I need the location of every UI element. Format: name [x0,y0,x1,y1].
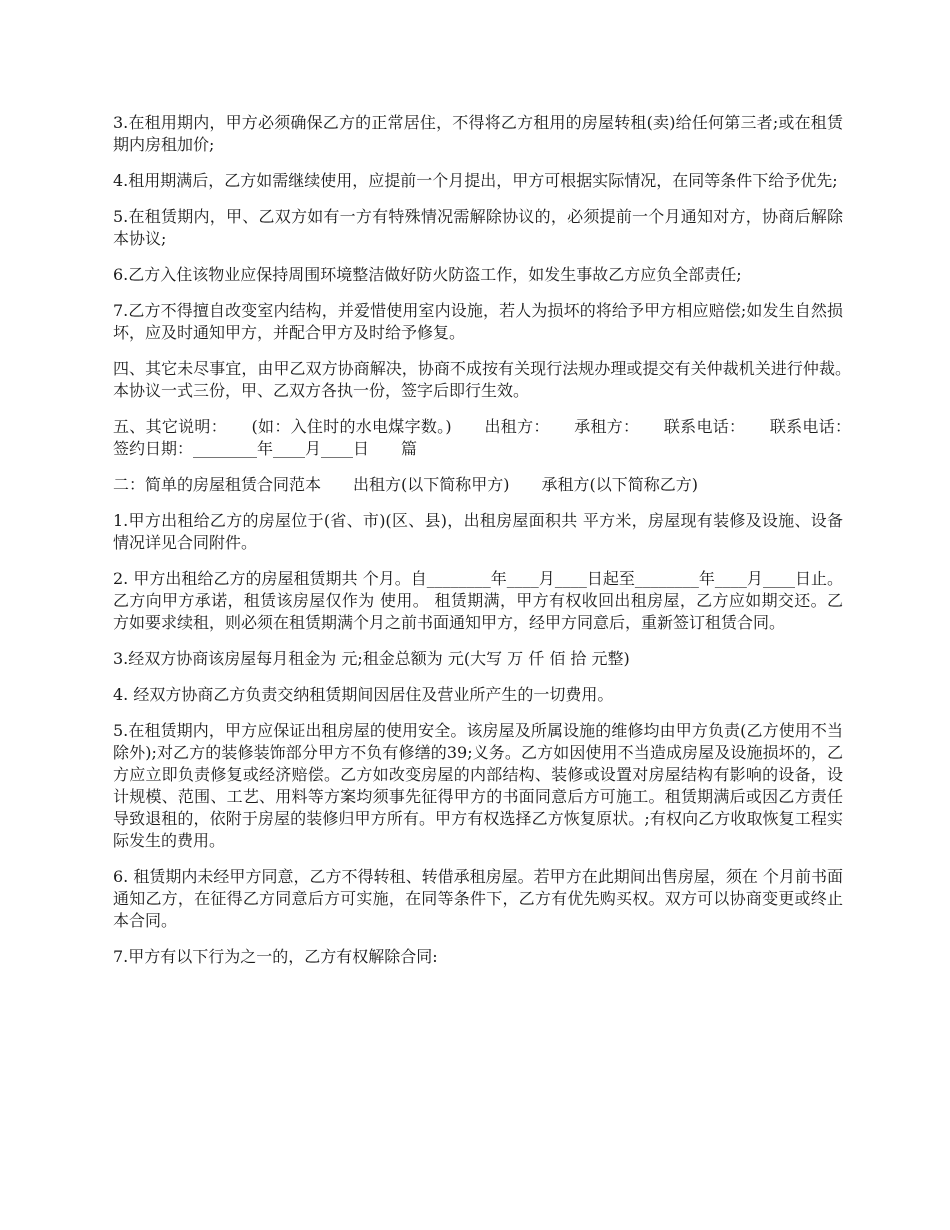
section-5-signature-block: 五、其它说明： (如：入住时的水电煤字数。) 出租方： 承租方： 联系电话： 联系电话： 签约日期：________年____月____日 篇 [113,417,876,458]
template-clause-3-rent: 3.经双方协商该房屋每月租金为 元;租金总额为 元(大写 万 仟 佰 拾 元整) [113,649,630,668]
clause-4-renewal-priority: 4.租用期满后，乙方如需继续使用，应提前一个月提出，甲方可根据实际情况，在同等条件下给予优先; [113,171,838,190]
contract-document [113,112,876,982]
template-clause-1-location: 1.甲方出租给乙方的房屋位于(省、市)(区、县)，出租房屋面积共 平方米，房屋现有装修及设施、设备情况详见合同附件。 [113,511,843,552]
template-2-heading: 二：简单的房屋租赁合同范本 出租方(以下简称甲方) 承租方(以下简称乙方) [113,475,698,494]
template-clause-5-maintenance: 5.在租赁期内，甲方应保证出租房屋的使用安全。该房屋及所属设施的维修均由甲方负责(乙方使用不当除外);对乙方的装修装饰部分甲方不负有修缮的39;义务。乙方如因使用不当造成房屋及设施损坏的，乙方应立即负责修复或经济赔偿。乙方如改变房屋的内部结构、装修或设置对房屋结构有影响的设备，设计规模、范围、工艺、用料等方案均须事先征得甲方的书面同意后方可施工。租赁期满后或因乙方责任导致退租的，依附于房屋的装修归甲方所有。甲方有权选择乙方恢复原状。;有权向乙方收取恢复工程实际发生的费用。 [113,721,843,850]
template-clause-7-termination-rights: 7.甲方有以下行为之一的，乙方有权解除合同: [113,947,438,966]
clause-6-safety-responsibility: 6.乙方入住该物业应保持周围环境整洁做好防火防盗工作，如发生事故乙方应负全部责任; [113,265,742,284]
template-clause-4-fees: 4. 经双方协商乙方负责交纳租赁期间因居住及营业所产生的一切费用。 [113,685,614,704]
template-clause-2-term: 2. 甲方出租给乙方的房屋租赁期共 个月。自________年____月____日起至________年____月____日止。乙方向甲方承诺，租赁该房屋仅作为 使用。 租赁期满，甲方有权收回出租房屋，乙方应如期交还。乙方如要求续租，则必须在租赁期满个月之前书面通知甲方，经甲方同意后，重新签订租赁合同。 [113,569,843,632]
clause-3-no-sublet: 3.在租用期内，甲方必须确保乙方的正常居住，不得将乙方租用的房屋转租(卖)给任何第三者;或在租赁期内房租加价; [113,113,843,154]
section-4-other-matters: 四、其它未尽事宜，由甲乙双方协商解决，协商不成按有关现行法规办理或提交有关仲裁机关进行仲裁。 本协议一式三份，甲、乙双方各执一份，签字后即行生效。 [113,359,876,400]
clause-5-termination-notice: 5.在租赁期内，甲、乙双方如有一方有特殊情况需解除协议的，必须提前一个月通知对方，协商后解除本协议; [113,207,843,248]
template-clause-6-sublet: 6. 租赁期内未经甲方同意，乙方不得转租、转借承租房屋。若甲方在此期间出售房屋，须在 个月前书面通知乙方，在征得乙方同意后方可实施，在同等条件下，乙方有优先购买权。双方可以协商变更或终止本合同。 [113,867,843,930]
clause-7-no-alteration: 7.乙方不得擅自改变室内结构，并爱惜使用室内设施，若人为损坏的将给予甲方相应赔偿;如发生自然损坏，应及时通知甲方，并配合甲方及时给予修复。 [113,301,843,342]
